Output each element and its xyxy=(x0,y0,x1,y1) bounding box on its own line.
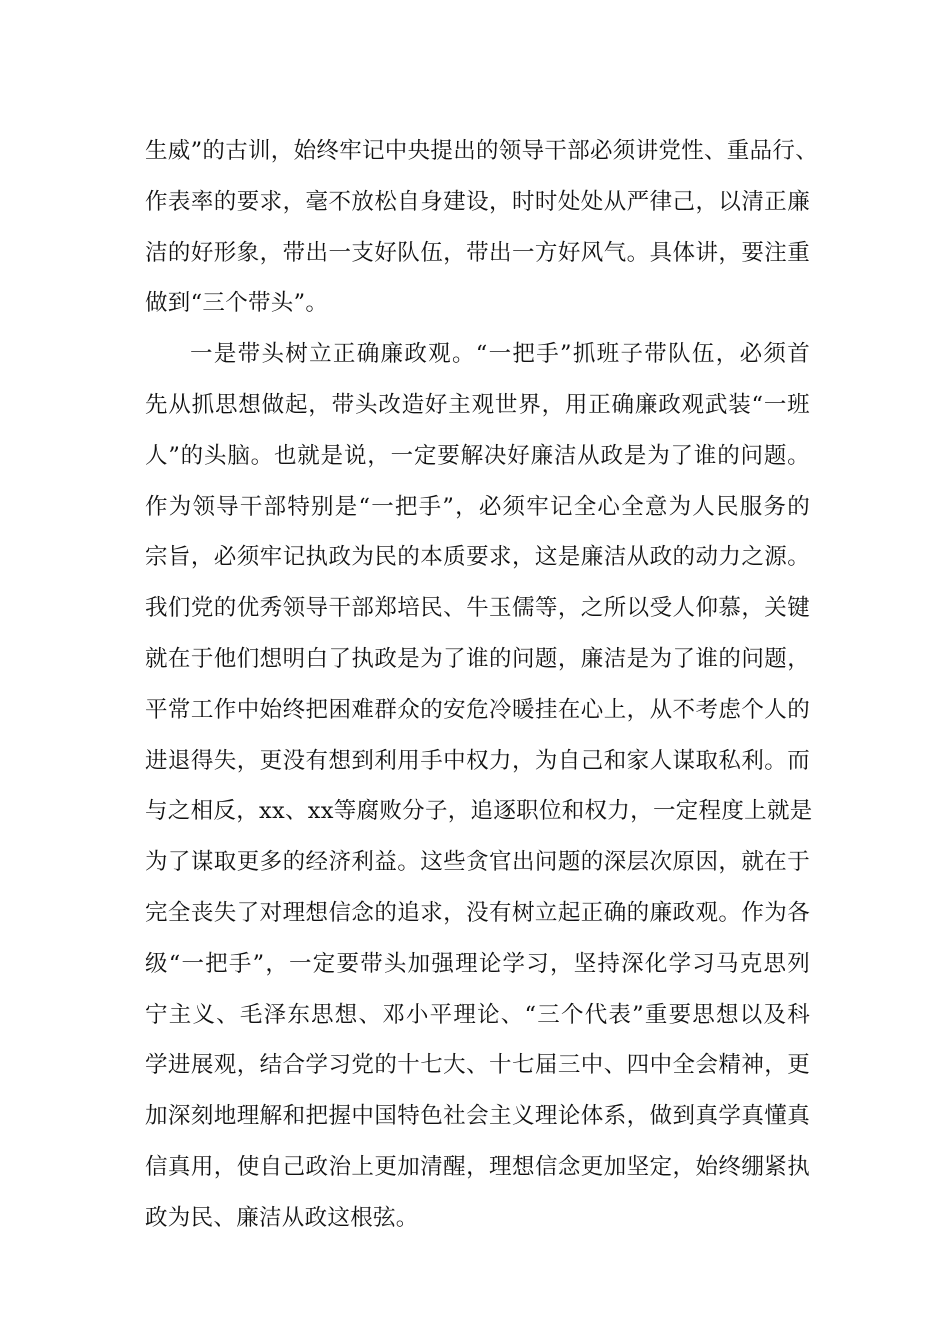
text-line: 加深刻地理解和把握中国特色社会主义理论体系，做到真学真懂真 xyxy=(145,1103,810,1130)
text-line: 信真用，使自己政治上更加清醒，理想信念更加坚定，始终绷紧执 xyxy=(145,1153,810,1180)
text-line: 宁主义、毛泽东思想、邓小平理论、“三个代表”重要思想以及科 xyxy=(145,1001,810,1028)
text-line: 生威”的古训，始终牢记中央提出的领导干部必须讲党性、重品行、 xyxy=(145,138,819,164)
text-line: 就在于他们想明白了执政是为了谁的问题，廉洁是为了谁的问题， xyxy=(145,645,810,672)
text-line: 作表率的要求，毫不放松自身建设，时时处处从严律己，以清正廉 xyxy=(145,188,810,215)
text-line: 人”的头脑。也就是说，一定要解决好廉洁从政是为了谁的问题。 xyxy=(145,442,810,469)
text-line: 宗旨，必须牢记执政为民的本质要求，这是廉洁从政的动力之源。 xyxy=(145,544,810,571)
text-line: 洁的好形象，带出一支好队伍，带出一方好风气。具体讲，要注重 xyxy=(145,239,810,266)
text-line: 级“一把手”，一定要带头加强理论学习，坚持深化学习马克思列 xyxy=(145,950,810,977)
text-line: 作为领导干部特别是“一把手”，必须牢记全心全意为人民服务的 xyxy=(145,493,810,520)
body-text xyxy=(145,126,819,1244)
paragraph-first-line: 一是带头树立正确廉政观。“一把手”抓班子带队伍，必须首 xyxy=(190,341,810,368)
text-line: 与之相反，xx、xx等腐败分子，追逐职位和权力，一定程度上就是 xyxy=(145,798,813,825)
text-line: 学进展观，结合学习党的十七大、十七届三中、四中全会精神，更 xyxy=(145,1052,810,1079)
text-line: 完全丧失了对理想信念的追求，没有树立起正确的廉政观。作为各 xyxy=(145,899,810,926)
text-line: 先从抓思想做起，带头改造好主观世界，用正确廉政观武装“一班 xyxy=(145,391,810,418)
text-line: 平常工作中始终把困难群众的安危冷暖挂在心上，从不考虑个人的 xyxy=(145,696,810,723)
text-line: 政为民、廉洁从政这根弦。 xyxy=(145,1204,419,1231)
text-line: 进退得失，更没有想到利用手中权力，为自己和家人谋取私利。而 xyxy=(145,747,810,774)
text-line: 做到“三个带头”。 xyxy=(145,290,329,317)
text-line: 我们党的优秀领导干部郑培民、牛玉儒等，之所以受人仰慕，关键 xyxy=(145,595,810,622)
text-line: 为了谋取更多的经济利益。这些贪官出问题的深层次原因，就在于 xyxy=(145,849,810,876)
